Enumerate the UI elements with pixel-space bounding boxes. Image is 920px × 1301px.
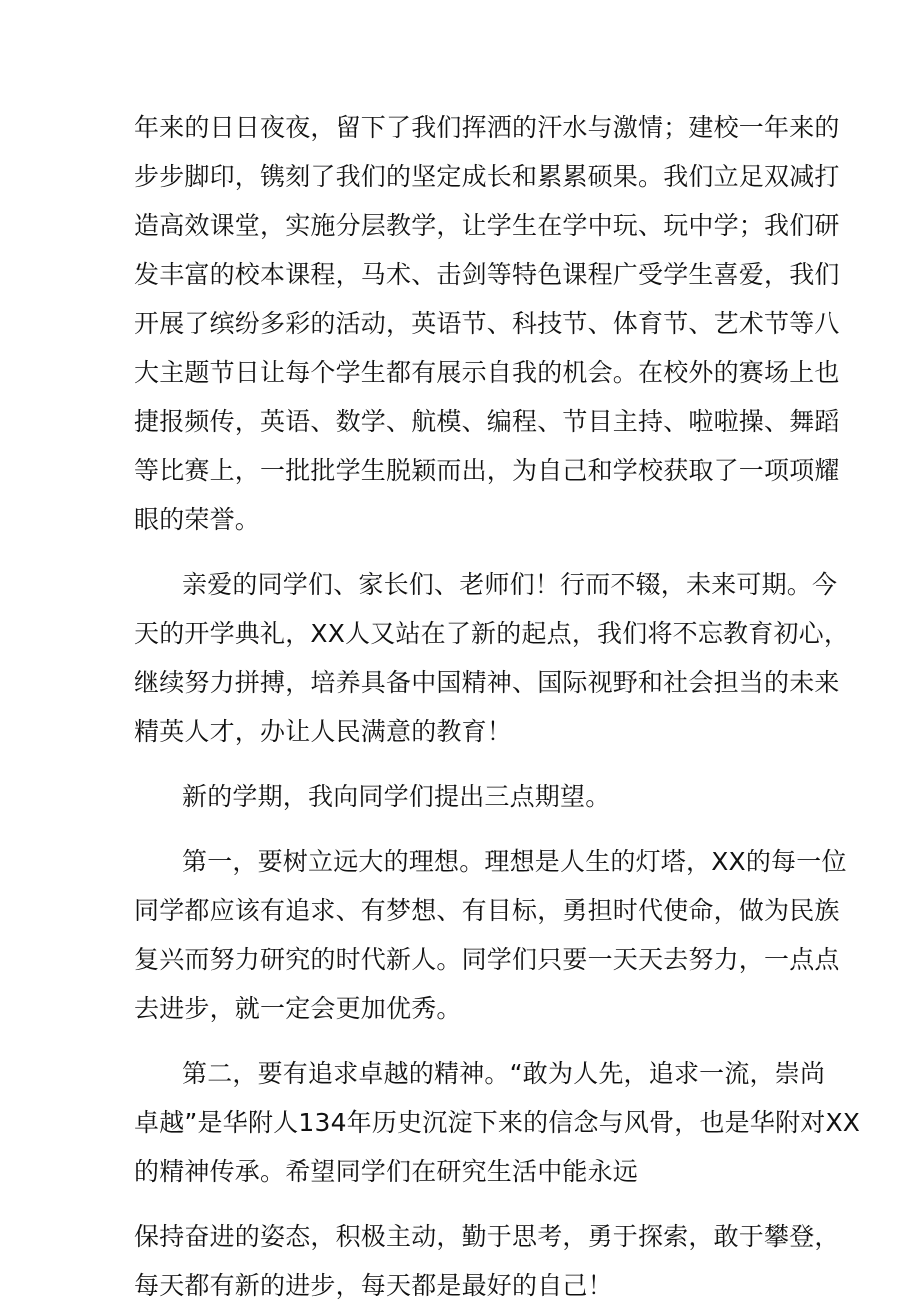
text-line: 捷报频传，英语、数学、航模、编程、节目主持、啦啦操、舞蹈: [134, 407, 840, 436]
text-line: 步步脚印，镌刻了我们的坚定成长和累累硕果。我们立足双减打: [134, 162, 840, 191]
text-line: 等比赛上，一批批学生脱颖而出，为自己和学校获取了一项项耀: [134, 456, 840, 485]
text-line: 眼的荣誉。: [134, 505, 261, 534]
text-line: 精英人才，办让人民满意的教育！: [134, 717, 513, 746]
text-line: 造高效课堂，实施分层教学，让学生在学中玩、玩中学；我们研: [134, 211, 840, 240]
text-line: 保持奋进的姿态，积极主动，勤于思考，勇于探索，敢于攀登，: [134, 1222, 840, 1251]
paragraph-start-line: 新的学期，我向同学们提出三点期望。: [182, 782, 611, 811]
text-line: 年来的日日夜夜，留下了我们挥洒的汗水与激情；建校一年来的: [134, 113, 840, 142]
paragraph-start-line: 第一，要树立远大的理想。理想是人生的灯塔，XX的每一位: [182, 847, 847, 876]
text-line: 发丰富的校本课程，马术、击剑等特色课程广受学生喜爱，我们: [134, 260, 840, 289]
text-line: 复兴而努力研究的时代新人。同学们只要一天天去努力，一点点: [134, 945, 840, 974]
text-line: 卓越”是华附人134年历史沉淀下来的信念与风骨，也是华附对XX: [134, 1108, 861, 1137]
text-line: 大主题节日让每个学生都有展示自我的机会。在校外的赛场上也: [134, 358, 840, 387]
text-line: 继续努力拼搏，培养具备中国精神、国际视野和社会担当的未来: [134, 668, 840, 697]
text-line: 开展了缤纷多彩的活动，英语节、科技节、体育节、艺术节等八: [134, 309, 840, 338]
text-line: 每天都有新的进步，每天都是最好的自己！: [134, 1271, 613, 1300]
text-line: 天的开学典礼，XX人又站在了新的起点，我们将不忘教育初心，: [134, 619, 850, 648]
text-line: 去进步，就一定会更加优秀。: [134, 994, 462, 1023]
text-line: 同学都应该有追求、有梦想、有目标，勇担时代使命，做为民族: [134, 896, 840, 925]
paragraph-start-line: 第二，要有追求卓越的精神。“敢为人先，追求一流，崇尚: [182, 1059, 826, 1088]
paragraph-start-line: 亲爱的同学们、家长们、老师们！行而不辍，未来可期。今: [182, 570, 838, 599]
text-line: 的精神传承。希望同学们在研究生活中能永远: [134, 1157, 639, 1186]
